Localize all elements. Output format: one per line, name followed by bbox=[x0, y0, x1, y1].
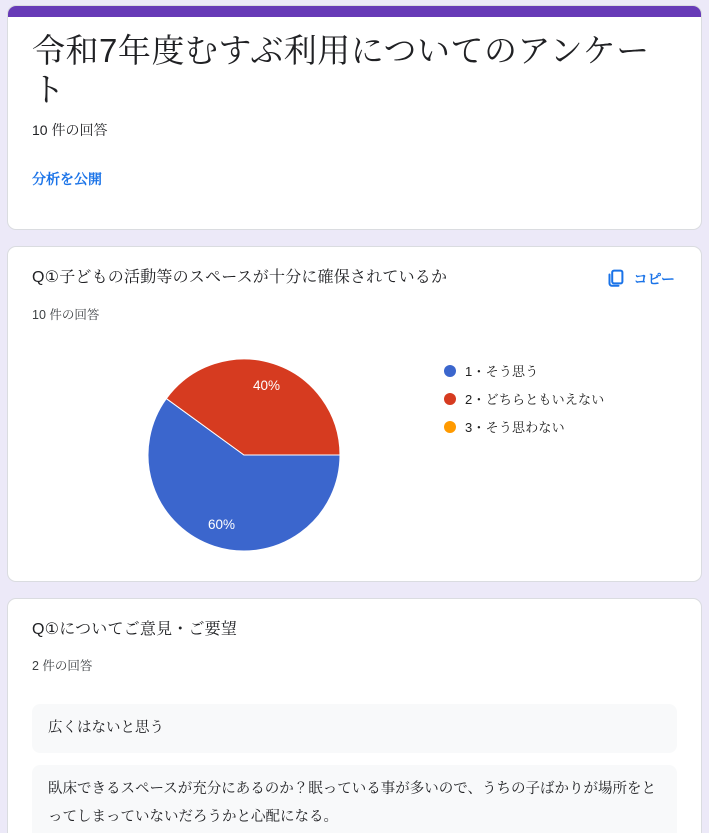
legend-item bbox=[444, 361, 604, 380]
question2-title: Q①についてご意見・ご要望 bbox=[32, 621, 238, 639]
copy-icon bbox=[605, 269, 625, 289]
question1-card bbox=[7, 246, 702, 582]
pie-chart-block bbox=[32, 355, 677, 555]
legend-label: 1・そう思う bbox=[465, 364, 539, 380]
pie-chart bbox=[144, 355, 344, 555]
pie-chart-svg bbox=[144, 355, 344, 555]
legend-label: 2・どちらともいえない bbox=[465, 392, 605, 408]
chart-legend bbox=[444, 361, 604, 445]
legend-item bbox=[444, 389, 604, 408]
legend-label: 3・そう思わない bbox=[465, 420, 565, 436]
question2-card bbox=[7, 598, 702, 833]
answer-item: 臥床できるスペースが充分にあるのか？眠っている事が多いので、うちの子ばかりが場所をとってしまっていないだろうかと心配になる。 bbox=[32, 765, 677, 833]
form-header-body bbox=[8, 17, 701, 229]
legend-color-dot bbox=[444, 393, 456, 405]
question1-title: Q①子どもの活動等のスペースが十分に確保されているか bbox=[32, 269, 448, 287]
pie-slice-label: 40% bbox=[252, 378, 281, 394]
form-title: 令和7年度むすぶ利用についてのアンケート bbox=[32, 32, 650, 108]
publish-analytics-link[interactable]: 分析を公開 bbox=[32, 171, 102, 188]
question1-response-count: 10 件の回答 bbox=[32, 308, 100, 323]
legend-item bbox=[444, 417, 604, 436]
copy-button-label: コピー bbox=[633, 271, 675, 288]
answers-list bbox=[32, 704, 677, 833]
form-header-card bbox=[7, 5, 702, 230]
question2-response-count: 2 件の回答 bbox=[32, 658, 93, 673]
answer-item: 広くはないと思う bbox=[32, 704, 677, 754]
legend-color-dot bbox=[444, 365, 456, 377]
copy-button[interactable] bbox=[603, 267, 677, 291]
accent-bar bbox=[8, 6, 701, 17]
legend-color-dot bbox=[444, 421, 456, 433]
pie-slice-label: 60% bbox=[207, 517, 236, 533]
form-response-count: 10 件の回答 bbox=[32, 122, 108, 139]
